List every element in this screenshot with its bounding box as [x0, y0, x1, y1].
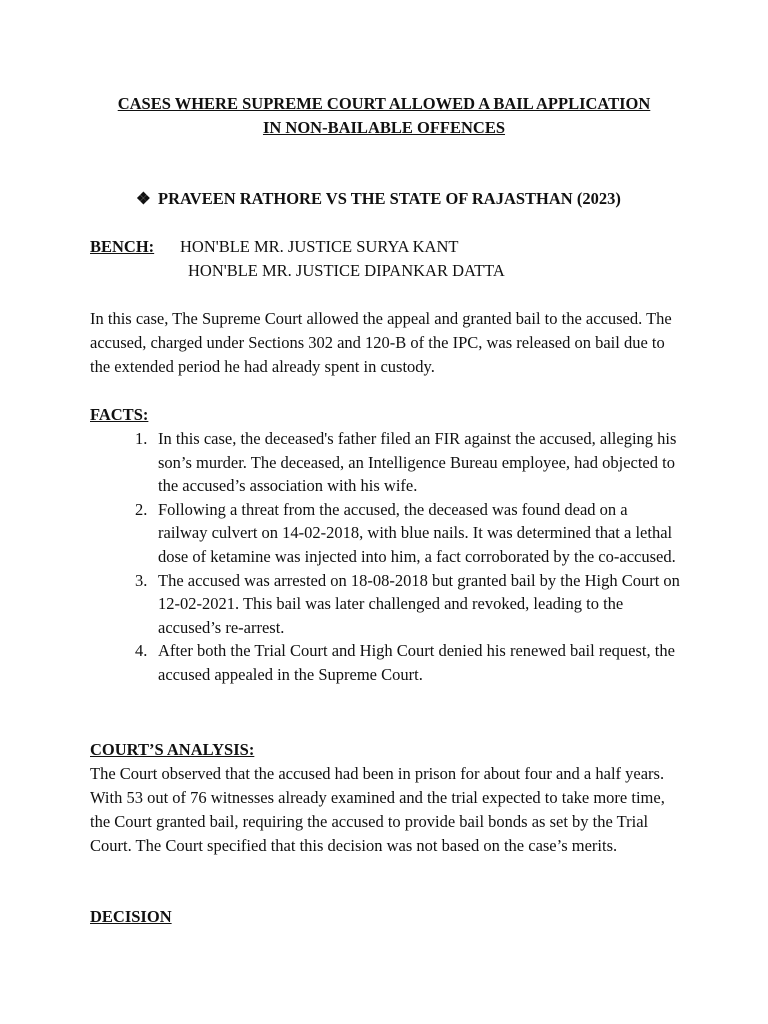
- analysis-heading: COURT’S ANALYSIS:: [90, 740, 255, 759]
- list-item-text: In this case, the deceased's father filed an FIR against the accused, alleging his son’s murder. The deceased, an Intelligence Bureau employee, had objected to the accused’s association with his wife.: [158, 429, 677, 496]
- bench-label: BENCH:: [90, 237, 155, 256]
- title-line-1: CASES WHERE SUPREME COURT ALLOWED A BAIL APPLICATION: [117, 94, 651, 113]
- decision-heading: DECISION: [90, 907, 172, 926]
- list-item-text: Following a threat from the accused, the deceased was found dead on a railway culvert on 14-02-2018, with blue nails. It was determined that a lethal dose of ketamine was injected into him, a fact corroborated by the co-accused.: [158, 499, 676, 566]
- case-title: PRAVEEN RATHORE VS THE STATE OF RAJASTHAN (2023): [158, 189, 621, 208]
- list-item: [90, 639, 680, 686]
- list-item-number: 4.: [135, 641, 148, 661]
- diamond-bullet-icon: ❖: [136, 189, 151, 208]
- facts-heading: FACTS:: [90, 405, 149, 424]
- list-item-number: 2.: [135, 499, 148, 519]
- bench-judge-1: HON'BLE MR. JUSTICE SURYA KANT: [180, 237, 459, 256]
- title-line-2: IN NON-BAILABLE OFFENCES: [262, 118, 506, 137]
- facts-list: [90, 427, 680, 687]
- document-title: [90, 92, 678, 140]
- intro-paragraph: In this case, The Supreme Court allowed the appeal and granted bail to the accused. The accused, charged under Sections 302 and 120-B of the IPC, was released on bail due to the extended period he had already spent in custody.: [90, 309, 672, 376]
- list-item-text: The accused was arrested on 18-08-2018 but granted bail by the High Court on 12-02-2021. This bail was later challenged and revoked, leading to the accused’s re-arrest.: [158, 570, 680, 637]
- list-item: [90, 498, 680, 569]
- bench-block: [90, 235, 505, 283]
- case-heading: [136, 187, 621, 211]
- bench-judge-2: HON'BLE MR. JUSTICE DIPANKAR DATTA: [188, 261, 505, 280]
- list-item-number: 3.: [135, 570, 148, 590]
- list-item-number: 1.: [135, 429, 148, 448]
- list-item: [90, 569, 680, 640]
- list-item: [90, 427, 680, 498]
- analysis-paragraph: The Court observed that the accused had been in prison for about four and a half years. With 53 out of 76 witnesses already examined and the trial expected to take more time, the Court granted bail, requiring the accused to provide bail bonds as set by the Trial Court. The Court specified that this decision was not based on the case’s merits.: [90, 764, 665, 855]
- list-item-text: After both the Trial Court and High Court denied his renewed bail request, the accused appealed in the Supreme Court.: [158, 641, 675, 684]
